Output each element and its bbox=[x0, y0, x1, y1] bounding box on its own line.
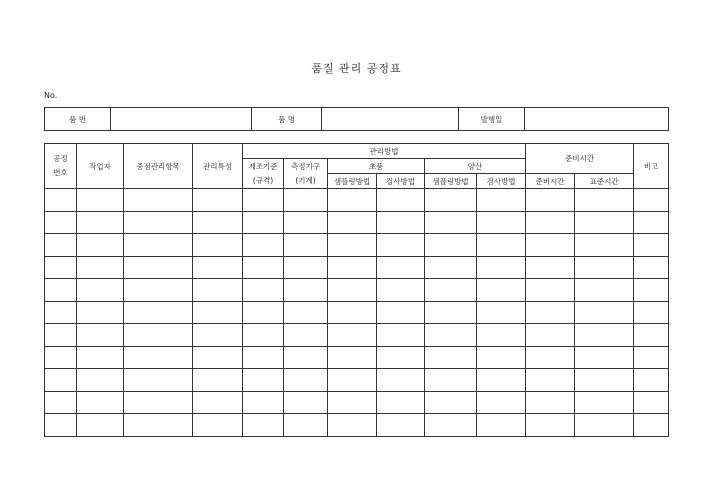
table-row bbox=[45, 391, 669, 414]
table-cell[interactable] bbox=[634, 256, 669, 279]
table-cell[interactable] bbox=[328, 211, 377, 234]
table-cell[interactable] bbox=[243, 324, 284, 347]
table-cell[interactable] bbox=[193, 279, 243, 302]
table-body bbox=[45, 189, 669, 437]
table-cell[interactable] bbox=[124, 301, 193, 324]
table-cell[interactable] bbox=[45, 369, 77, 392]
table-cell[interactable] bbox=[124, 256, 193, 279]
table-cell[interactable] bbox=[526, 391, 575, 414]
table-cell[interactable] bbox=[526, 211, 575, 234]
table-cell[interactable] bbox=[124, 391, 193, 414]
part-no-label: 품 번 bbox=[45, 108, 111, 131]
table-cell[interactable] bbox=[377, 234, 425, 257]
table-row bbox=[45, 279, 669, 302]
table-cell[interactable] bbox=[526, 279, 575, 302]
table-cell[interactable] bbox=[45, 301, 77, 324]
table-cell[interactable] bbox=[243, 391, 284, 414]
table-cell[interactable] bbox=[243, 301, 284, 324]
table-cell[interactable] bbox=[377, 279, 425, 302]
table-cell[interactable] bbox=[124, 211, 193, 234]
table-cell[interactable] bbox=[425, 369, 477, 392]
table-cell[interactable] bbox=[634, 279, 669, 302]
table-cell[interactable] bbox=[425, 211, 477, 234]
table-cell[interactable] bbox=[425, 279, 477, 302]
table-cell[interactable] bbox=[45, 346, 77, 369]
table-row bbox=[45, 346, 669, 369]
table-cell[interactable] bbox=[328, 369, 377, 392]
table-cell[interactable] bbox=[634, 414, 669, 437]
table-cell[interactable] bbox=[77, 324, 124, 347]
table-cell[interactable] bbox=[284, 211, 328, 234]
table-cell[interactable] bbox=[575, 301, 634, 324]
table-cell[interactable] bbox=[193, 346, 243, 369]
table-cell[interactable] bbox=[328, 256, 377, 279]
table-cell[interactable] bbox=[377, 211, 425, 234]
part-name-field[interactable] bbox=[322, 108, 459, 131]
header-measuring-tool: 측정기구 (기계) bbox=[284, 159, 328, 189]
table-cell[interactable] bbox=[328, 346, 377, 369]
part-no-field[interactable] bbox=[111, 108, 252, 131]
table-cell[interactable] bbox=[328, 391, 377, 414]
table-cell[interactable] bbox=[634, 346, 669, 369]
table-cell[interactable] bbox=[284, 324, 328, 347]
table-cell[interactable] bbox=[45, 234, 77, 257]
table-cell[interactable] bbox=[575, 211, 634, 234]
table-cell[interactable] bbox=[45, 211, 77, 234]
table-row bbox=[45, 256, 669, 279]
table-cell[interactable] bbox=[193, 256, 243, 279]
table-cell[interactable] bbox=[425, 234, 477, 257]
table-cell[interactable] bbox=[477, 346, 526, 369]
table-cell[interactable] bbox=[124, 414, 193, 437]
table-cell[interactable] bbox=[575, 189, 634, 212]
table-cell[interactable] bbox=[477, 279, 526, 302]
table-cell[interactable] bbox=[634, 324, 669, 347]
table-cell[interactable] bbox=[377, 346, 425, 369]
header-mass-production: 양산 bbox=[425, 159, 526, 174]
header-initial-product: 초품 bbox=[328, 159, 425, 174]
issue-date-label: 발행일 bbox=[459, 108, 525, 131]
table-cell[interactable] bbox=[477, 301, 526, 324]
process-table bbox=[44, 143, 669, 437]
table-cell[interactable] bbox=[284, 256, 328, 279]
table-cell[interactable] bbox=[634, 234, 669, 257]
table-cell[interactable] bbox=[634, 369, 669, 392]
table-row bbox=[45, 211, 669, 234]
table-cell[interactable] bbox=[377, 189, 425, 212]
table-cell[interactable] bbox=[284, 234, 328, 257]
table-cell[interactable] bbox=[477, 189, 526, 212]
table-cell[interactable] bbox=[377, 301, 425, 324]
table-cell[interactable] bbox=[328, 189, 377, 212]
table-cell[interactable] bbox=[526, 346, 575, 369]
table-cell[interactable] bbox=[45, 189, 77, 212]
table-cell[interactable] bbox=[124, 346, 193, 369]
table-cell[interactable] bbox=[284, 189, 328, 212]
header-standard-time: 표준시간 bbox=[575, 174, 634, 189]
header-control-characteristic: 관리특성 bbox=[193, 144, 243, 189]
part-name-label: 품 명 bbox=[252, 108, 322, 131]
table-cell[interactable] bbox=[377, 369, 425, 392]
table-cell[interactable] bbox=[526, 369, 575, 392]
table-cell[interactable] bbox=[477, 234, 526, 257]
header-process-no: 공정 번호 bbox=[45, 144, 77, 189]
table-cell[interactable] bbox=[284, 369, 328, 392]
table-cell[interactable] bbox=[243, 414, 284, 437]
table-cell[interactable] bbox=[77, 346, 124, 369]
table-cell[interactable] bbox=[243, 256, 284, 279]
header-mass-sampling: 샘플링방법 bbox=[425, 174, 477, 189]
table-row bbox=[45, 189, 669, 212]
header-control-method: 관리방법 bbox=[243, 144, 526, 159]
table-cell[interactable] bbox=[77, 189, 124, 212]
table-cell[interactable] bbox=[575, 324, 634, 347]
table-cell[interactable] bbox=[425, 189, 477, 212]
table-cell[interactable] bbox=[634, 211, 669, 234]
header-initial-sampling: 샘플링방법 bbox=[328, 174, 377, 189]
table-cell[interactable] bbox=[124, 324, 193, 347]
table-cell[interactable] bbox=[526, 301, 575, 324]
table-cell[interactable] bbox=[193, 391, 243, 414]
table-cell[interactable] bbox=[193, 301, 243, 324]
table-cell[interactable] bbox=[575, 234, 634, 257]
table-cell[interactable] bbox=[45, 279, 77, 302]
header-mfg-standard: 제조기준 (규격) bbox=[243, 159, 284, 189]
table-row bbox=[45, 369, 669, 392]
table-cell[interactable] bbox=[193, 211, 243, 234]
table-cell[interactable] bbox=[124, 369, 193, 392]
table-cell[interactable] bbox=[425, 324, 477, 347]
table-cell[interactable] bbox=[526, 256, 575, 279]
table-cell[interactable] bbox=[575, 279, 634, 302]
table-cell[interactable] bbox=[284, 346, 328, 369]
table-cell[interactable] bbox=[328, 414, 377, 437]
table-cell[interactable] bbox=[77, 256, 124, 279]
table-cell[interactable] bbox=[477, 369, 526, 392]
table-cell[interactable] bbox=[425, 391, 477, 414]
table-cell[interactable] bbox=[193, 369, 243, 392]
table-cell[interactable] bbox=[526, 189, 575, 212]
table-cell[interactable] bbox=[377, 414, 425, 437]
table-cell[interactable] bbox=[575, 391, 634, 414]
header-prep-time: 준비시간 bbox=[526, 174, 575, 189]
header-prep-time-group: 준비시간 bbox=[526, 144, 634, 174]
table-cell[interactable] bbox=[124, 234, 193, 257]
table-cell[interactable] bbox=[425, 346, 477, 369]
header-worker: 작업자 bbox=[77, 144, 124, 189]
table-cell[interactable] bbox=[377, 324, 425, 347]
table-cell[interactable] bbox=[634, 391, 669, 414]
table-cell[interactable] bbox=[45, 256, 77, 279]
table-cell[interactable] bbox=[45, 414, 77, 437]
table-cell[interactable] bbox=[124, 189, 193, 212]
table-cell[interactable] bbox=[243, 234, 284, 257]
table-cell[interactable] bbox=[575, 256, 634, 279]
table-cell[interactable] bbox=[77, 211, 124, 234]
page-title: 품질 관리 공정표 bbox=[311, 62, 402, 75]
table-cell[interactable] bbox=[425, 414, 477, 437]
table-cell[interactable] bbox=[477, 391, 526, 414]
table-cell[interactable] bbox=[243, 369, 284, 392]
header-key-control-item: 중점관리항목 bbox=[124, 144, 193, 189]
table-cell[interactable] bbox=[77, 391, 124, 414]
header-initial-inspection: 검사방법 bbox=[377, 174, 425, 189]
header-mass-inspection: 검사방법 bbox=[477, 174, 526, 189]
table-cell[interactable] bbox=[193, 234, 243, 257]
table-cell[interactable] bbox=[77, 369, 124, 392]
table-cell[interactable] bbox=[477, 211, 526, 234]
table-cell[interactable] bbox=[425, 301, 477, 324]
table-cell[interactable] bbox=[328, 234, 377, 257]
table-cell[interactable] bbox=[243, 189, 284, 212]
table-cell[interactable] bbox=[477, 256, 526, 279]
table-cell[interactable] bbox=[477, 414, 526, 437]
table-cell[interactable] bbox=[284, 414, 328, 437]
table-cell[interactable] bbox=[575, 414, 634, 437]
table-row bbox=[45, 414, 669, 437]
table-cell[interactable] bbox=[193, 324, 243, 347]
table-cell[interactable] bbox=[243, 279, 284, 302]
table-cell[interactable] bbox=[328, 279, 377, 302]
table-cell[interactable] bbox=[77, 301, 124, 324]
table-row bbox=[45, 234, 669, 257]
table-cell[interactable] bbox=[526, 324, 575, 347]
table-cell[interactable] bbox=[77, 279, 124, 302]
table-cell[interactable] bbox=[243, 211, 284, 234]
table-cell[interactable] bbox=[477, 324, 526, 347]
table-cell[interactable] bbox=[634, 301, 669, 324]
table-row bbox=[45, 301, 669, 324]
table-cell[interactable] bbox=[284, 391, 328, 414]
table-cell[interactable] bbox=[377, 256, 425, 279]
issue-date-field[interactable] bbox=[525, 108, 669, 131]
table-cell[interactable] bbox=[45, 324, 77, 347]
table-cell[interactable] bbox=[77, 234, 124, 257]
table-cell[interactable] bbox=[284, 301, 328, 324]
header-remarks: 비고 bbox=[634, 144, 669, 189]
table-cell[interactable] bbox=[526, 414, 575, 437]
table-cell[interactable] bbox=[575, 346, 634, 369]
table-cell[interactable] bbox=[193, 414, 243, 437]
table-cell[interactable] bbox=[634, 189, 669, 212]
table-cell[interactable] bbox=[45, 391, 77, 414]
table-cell[interactable] bbox=[575, 369, 634, 392]
table-cell[interactable] bbox=[124, 279, 193, 302]
info-table bbox=[44, 107, 669, 131]
table-cell[interactable] bbox=[243, 346, 284, 369]
table-cell[interactable] bbox=[193, 189, 243, 212]
table-row bbox=[45, 324, 669, 347]
table-cell[interactable] bbox=[377, 391, 425, 414]
table-cell[interactable] bbox=[284, 279, 328, 302]
table-cell[interactable] bbox=[526, 234, 575, 257]
table-cell[interactable] bbox=[425, 256, 477, 279]
table-cell[interactable] bbox=[77, 414, 124, 437]
doc-no-label: No. bbox=[44, 91, 58, 100]
table-cell[interactable] bbox=[328, 324, 377, 347]
table-cell[interactable] bbox=[328, 301, 377, 324]
